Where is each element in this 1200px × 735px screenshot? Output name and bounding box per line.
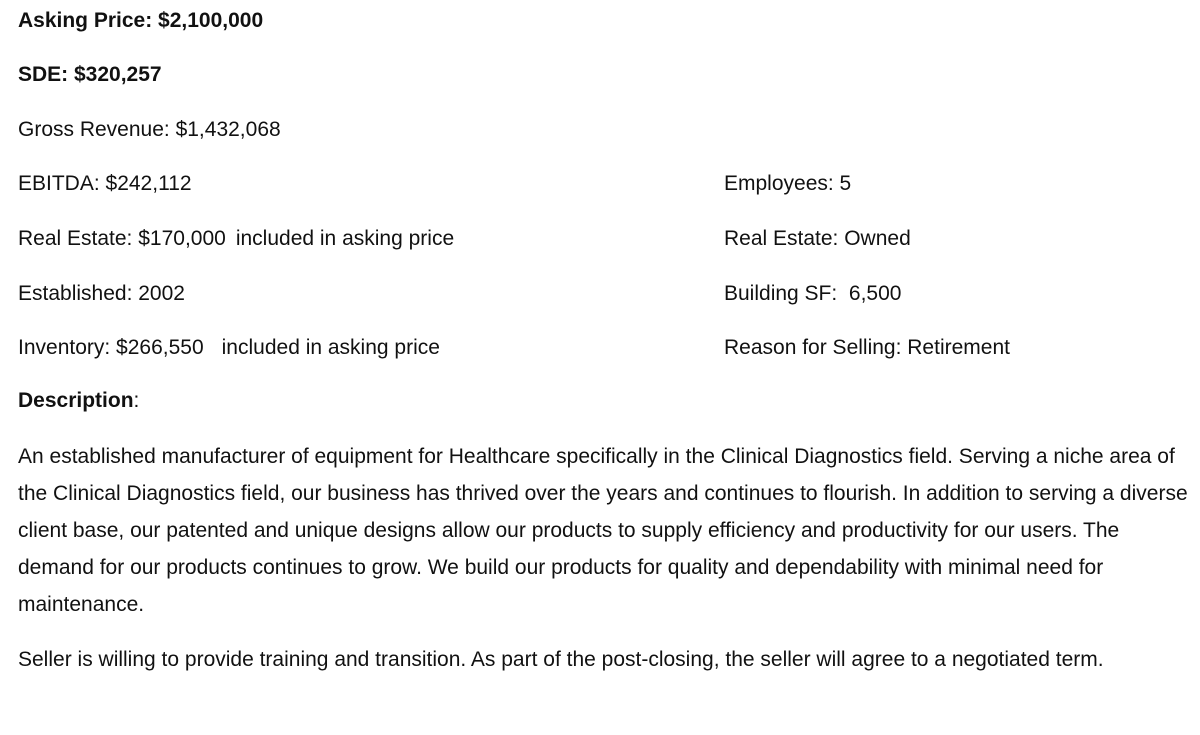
inventory-row — [18, 335, 440, 361]
description-heading — [18, 388, 139, 414]
ebitda: EBITDA: $242,112 — [18, 172, 192, 195]
real-estate-note: included in asking price — [235, 227, 455, 250]
asking-price: Asking Price: $2,100,000 — [18, 9, 264, 32]
reason-for-selling: Reason for Selling: Retirement — [724, 336, 1010, 359]
description-paragraph-2: Seller is willing to provide training and transition. As part of the post-closing, the seller will agree to a negotiated term. — [18, 648, 1104, 671]
employees: Employees: 5 — [724, 172, 852, 195]
real-estate-status: Real Estate: Owned — [724, 227, 911, 250]
inventory-note: included in asking price — [221, 336, 440, 359]
description-heading-label: Description — [18, 389, 134, 412]
real-estate-value-row — [18, 226, 454, 252]
gross-revenue: Gross Revenue: $1,432,068 — [18, 118, 281, 141]
description-heading-colon: : — [133, 389, 140, 412]
building-sf: Building SF: 6,500 — [724, 282, 902, 305]
description-paragraph-1: An established manufacturer of equipment for Healthcare specifically in the Clinical Diagnostics field. Serving a niche area of the Clinical Diagnostics field, our business has thrived over the years and continues to flourish. In addition to serving a diverse client base, our patented and unique designs allow our products to supply efficiency and productivity for our users. The demand for our products continues to grow. We build our products for quality and dependability with minimal need for maintenance. — [18, 445, 1188, 616]
sde: SDE: $320,257 — [18, 63, 162, 86]
real-estate-value: Real Estate: $170,000 — [18, 227, 226, 250]
inventory-value: Inventory: $266,550 — [18, 336, 204, 359]
established: Established: 2002 — [18, 282, 185, 305]
